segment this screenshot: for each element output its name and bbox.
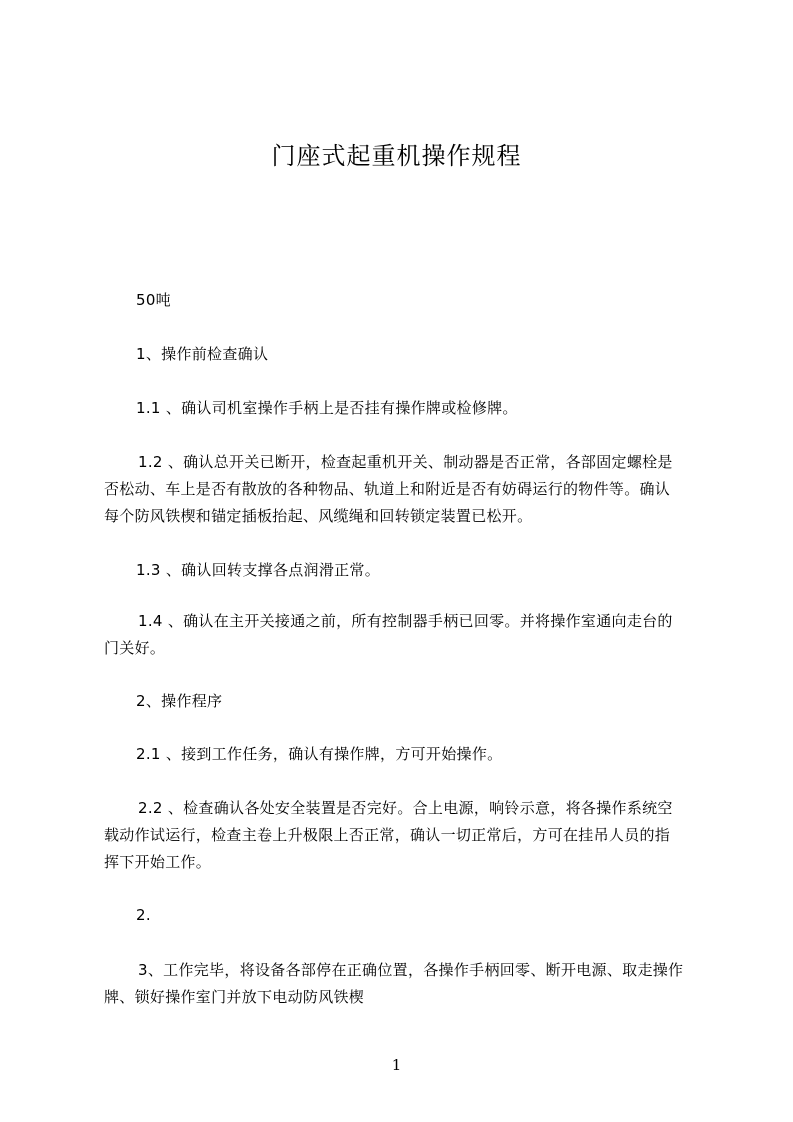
text-line: 2.2 、检查确认各处安全装置是否完好。合上电源，响铃示意，将各操作系统空	[138, 799, 673, 817]
text-line: 2.1 、接到工作任务，确认有操作牌，方可开始操作。	[136, 745, 503, 763]
paragraph-3	[104, 957, 704, 1011]
paragraph-2-1	[136, 741, 736, 768]
text-line: 载动作试运行，检查主卷上升极限上否正常，确认一切正常后，方可在挂吊人员的指	[104, 826, 671, 844]
section-heading-procedure	[136, 688, 736, 715]
page-number: 1	[391, 1056, 402, 1074]
paragraph-2-2	[104, 795, 704, 876]
text-line: 门关好。	[104, 639, 166, 657]
text-line: 2.	[136, 906, 151, 924]
paragraph-1-1	[136, 395, 736, 422]
section-heading-pre-check	[136, 341, 736, 368]
text-line: 1.2 、确认总开关已断开，检查起重机开关、制动器是否正常，各部固定螺栓是	[138, 453, 673, 471]
text-line: 1.3 、确认回转支撑各点润滑正常。	[136, 561, 381, 579]
text-line: 1、操作前检查确认	[136, 345, 269, 363]
text-line: 否松动、车上是否有散放的各种物品、轨道上和附近是否有妨碍运行的物件等。确认	[104, 480, 671, 498]
paragraph-1-4	[104, 608, 704, 662]
text-line: 1.1 、确认司机室操作手柄上是否挂有操作牌或检修牌。	[136, 399, 518, 417]
paragraph-1-2	[104, 449, 704, 530]
document-title: 门座式起重机操作规程	[271, 142, 522, 170]
text-line: 每个防风铁楔和锚定插板抬起、风缆绳和回转锁定装置已松开。	[104, 507, 533, 525]
paragraph-2-fragment	[136, 902, 736, 929]
paragraph-capacity	[136, 287, 736, 314]
text-line: 挥下开始工作。	[104, 853, 212, 871]
text-line: 1.4 、确认在主开关接通之前，所有控制器手柄已回零。并将操作室通向走台的	[138, 612, 673, 630]
text-line: 50吨	[136, 291, 171, 309]
paragraph-1-3	[136, 557, 736, 584]
text-line: 2、操作程序	[136, 692, 223, 710]
text-line: 牌、锁好操作室门并放下电动防风铁楔	[104, 988, 365, 1006]
text-line: 3、工作完毕，将设备各部停在正确位置，各操作手柄回零、断开电源、取走操作	[138, 961, 684, 979]
